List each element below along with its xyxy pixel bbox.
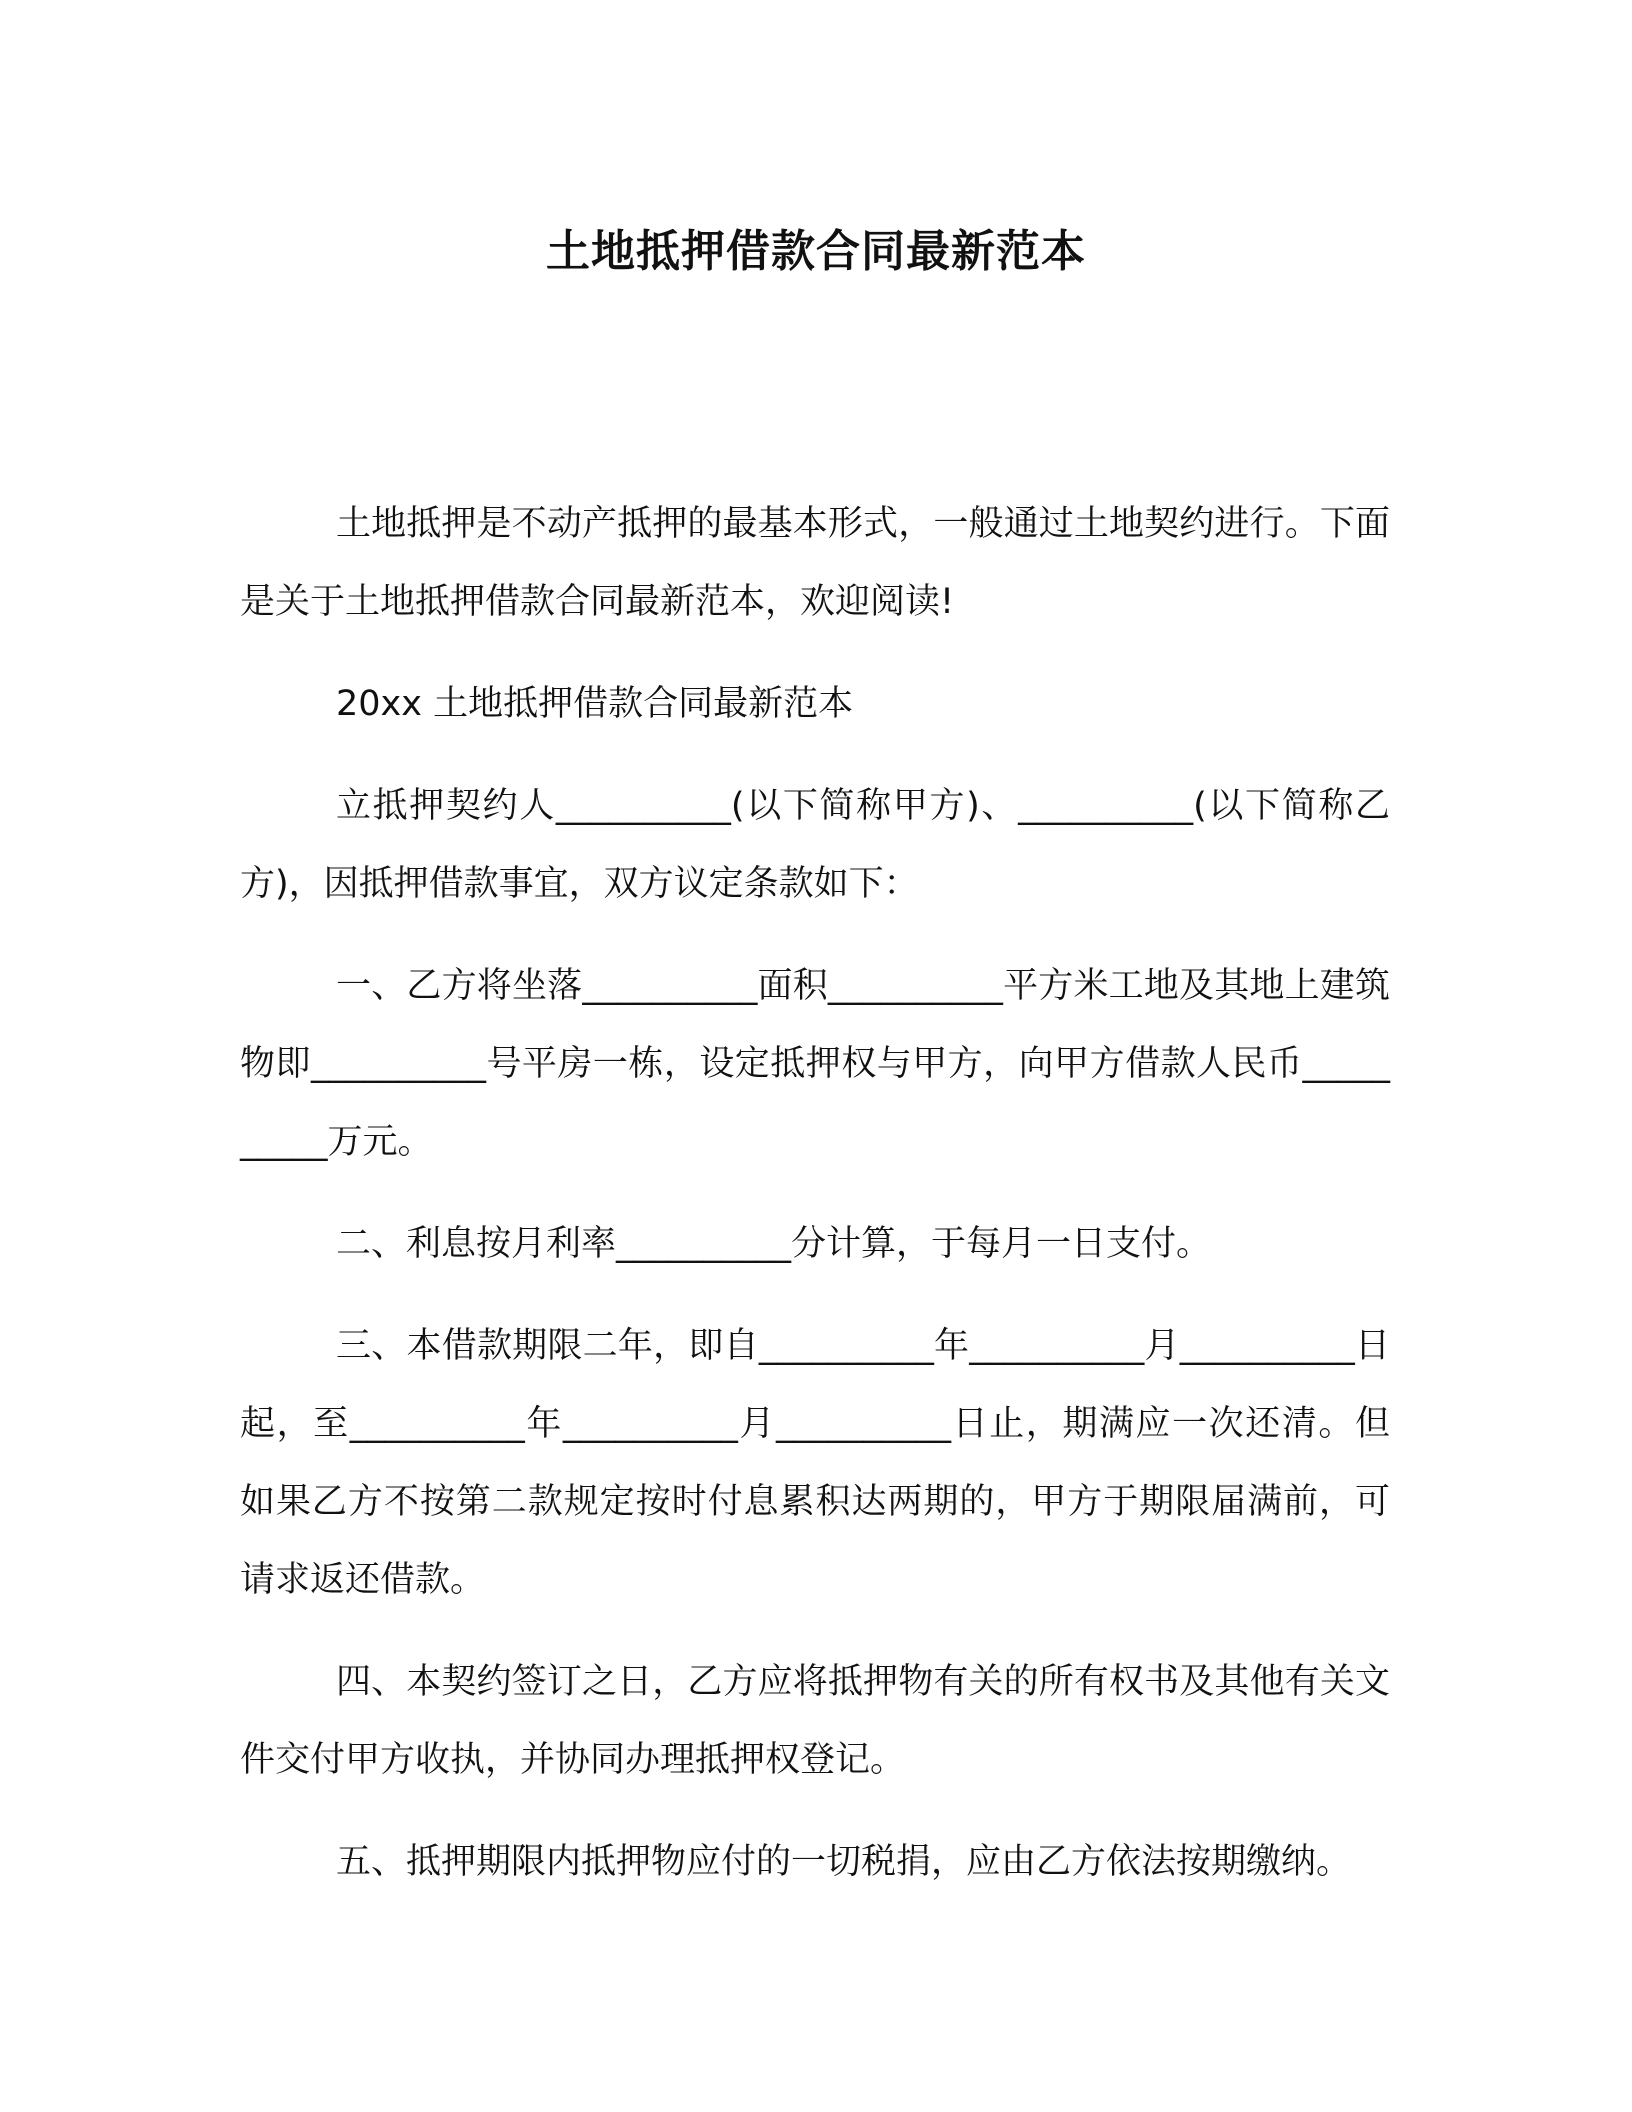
paragraph-intro: 土地抵押是不动产抵押的最基本形式，一般通过土地契约进行。下面是关于土地抵押借款合同最新范本，欢迎阅读! — [240, 504, 1390, 622]
document-title: 土地抵押借款合同最新范本 — [546, 226, 1086, 277]
paragraph-clause-3: 三、本借款期限二年，即自__________年__________月__________日起，至__________年__________月__________日止，期满应一次还清。但如果乙方不按第二款规定按时付息累积达两期的，甲方于期限届满前，可请求返还借款。 — [240, 1326, 1390, 1600]
paragraph-subtitle: 20xx 土地抵押借款合同最新范本 — [336, 684, 854, 724]
document-body — [240, 485, 1390, 1925]
paragraph-clause-2: 二、利息按月利率__________分计算，于每月一日支付。 — [336, 1224, 1212, 1264]
paragraph-clause-1: 一、乙方将坐落__________面积__________平方米工地及其地上建筑物即__________号平房一栋，设定抵押权与甲方，向甲方借款人民币__________万元。 — [240, 966, 1390, 1162]
paragraph-clause-4: 四、本契约签订之日，乙方应将抵押物有关的所有权书及其他有关文件交付甲方收执，并协同办理抵押权登记。 — [240, 1662, 1390, 1780]
paragraph-parties: 立抵押契约人__________(以下简称甲方)、__________(以下简称乙方)，因抵押借款事宜，双方议定条款如下： — [240, 786, 1390, 904]
paragraph-clause-5: 五、抵押期限内抵押物应付的一切税捐，应由乙方依法按期缴纳。 — [336, 1842, 1352, 1882]
